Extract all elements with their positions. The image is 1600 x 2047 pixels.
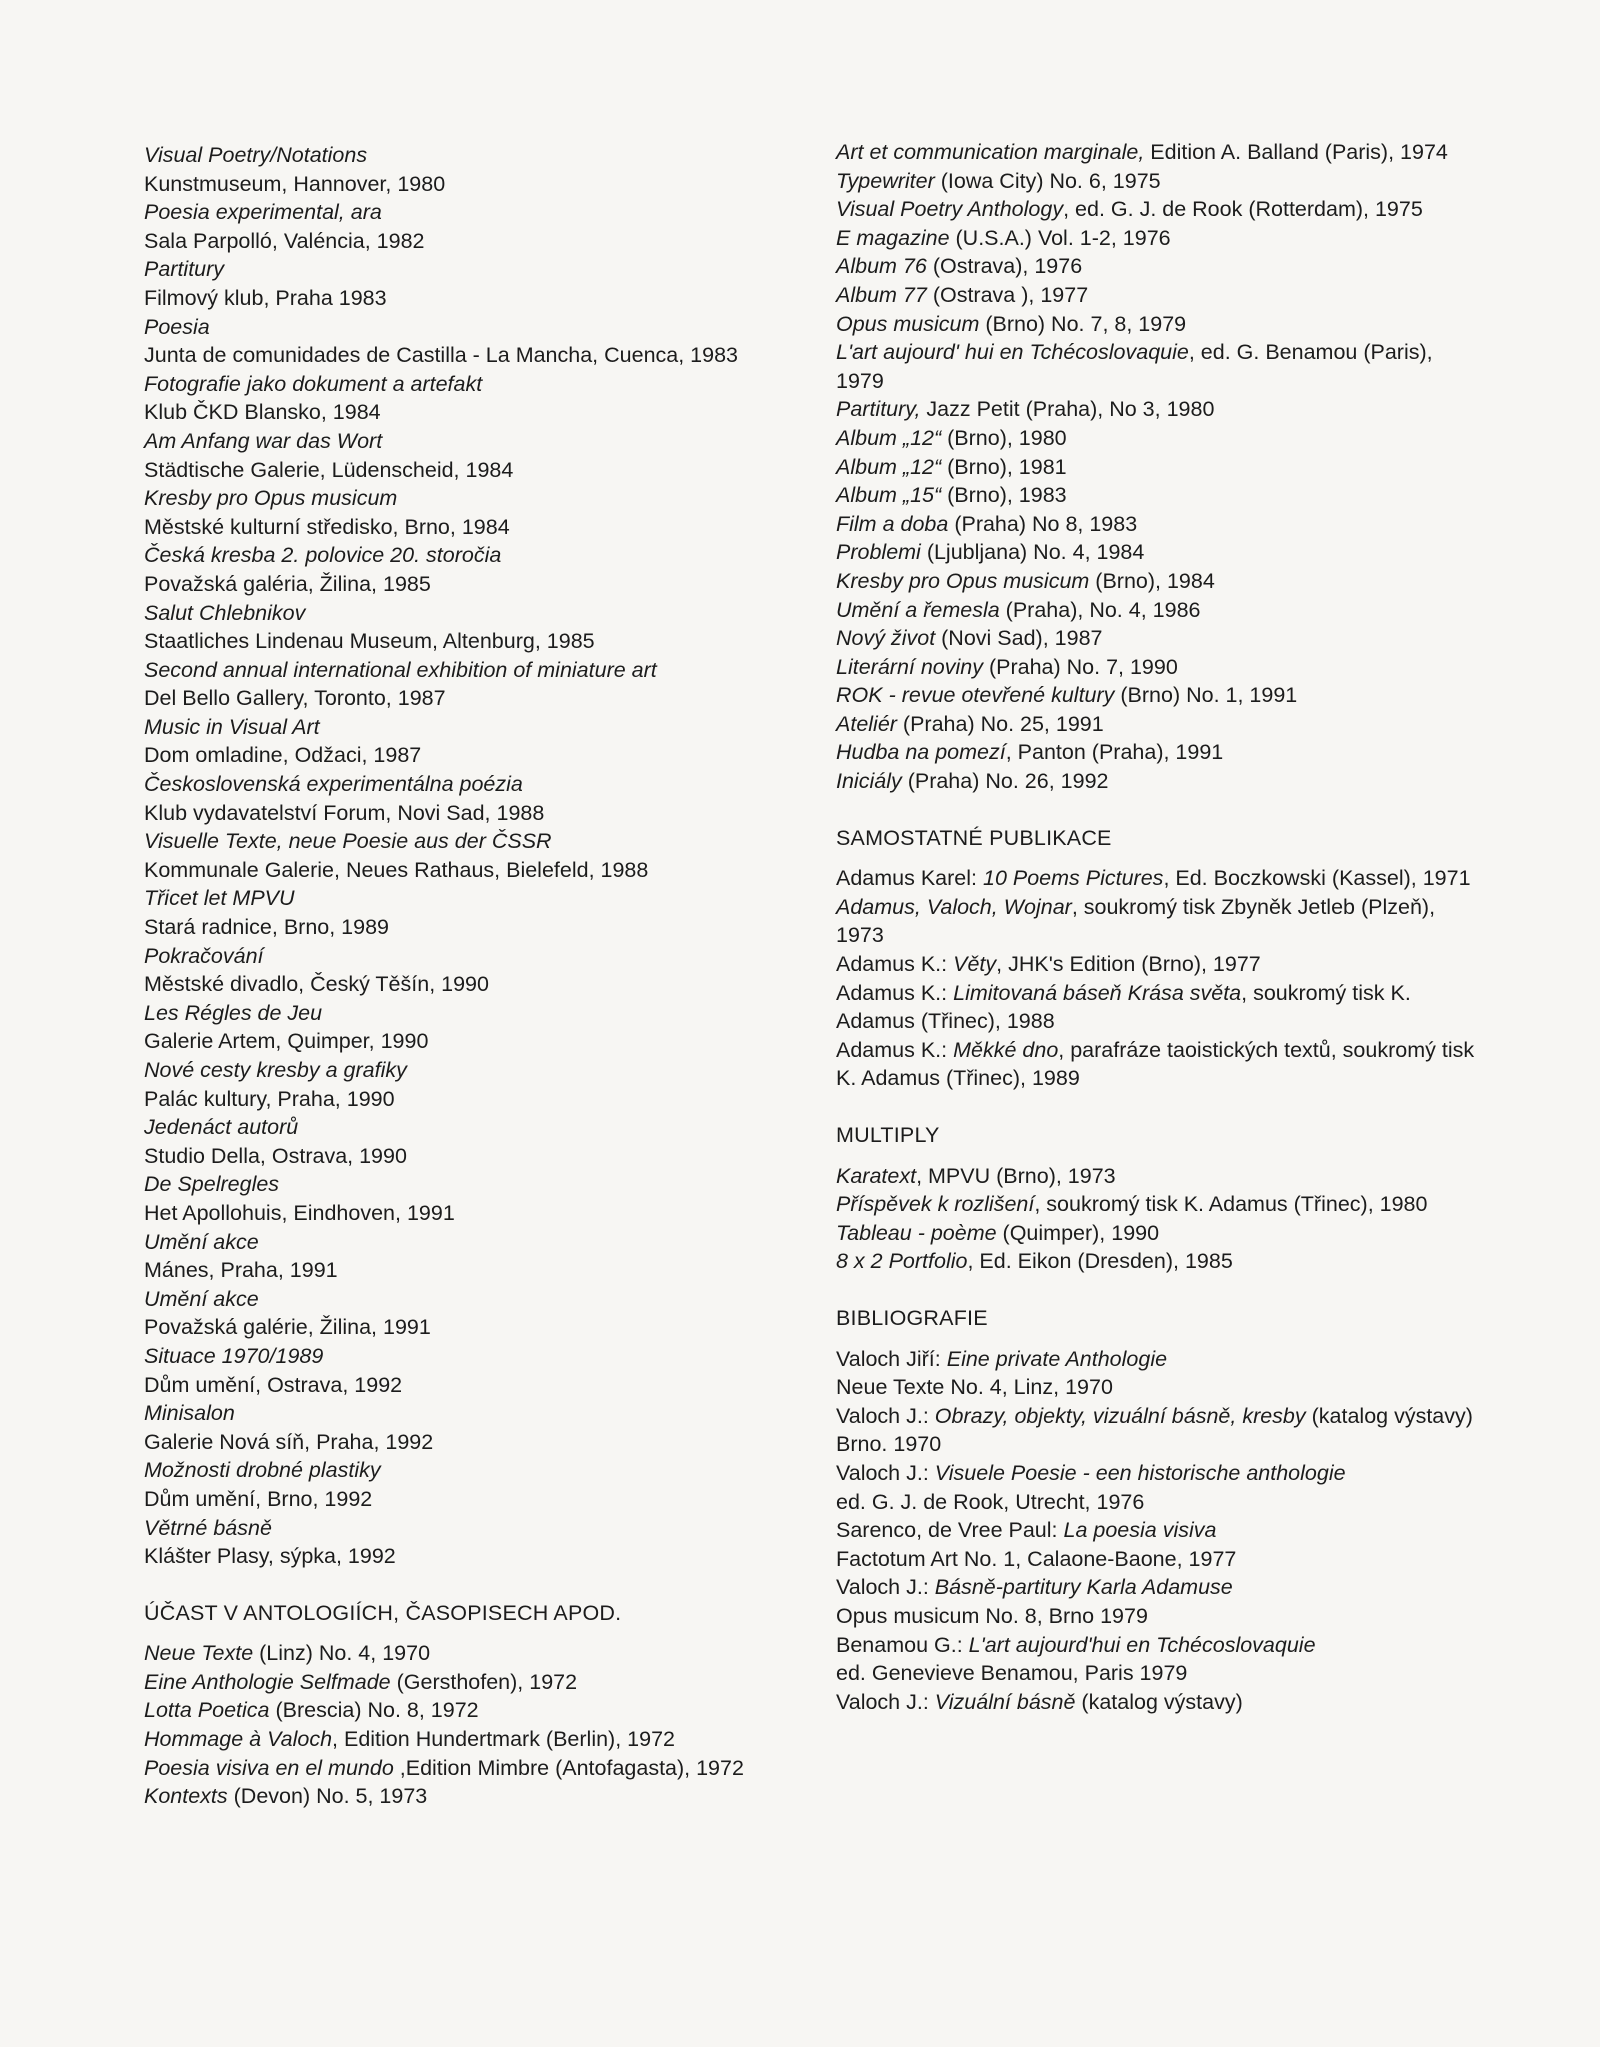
anthology-entry	[144, 1696, 774, 1725]
entry-author: Adamus K.:	[836, 1037, 954, 1062]
entry-author: Valoch Jiří:	[836, 1346, 947, 1371]
entry-details: (katalog výstavy)	[1075, 1689, 1243, 1714]
entry-title: E magazine	[836, 225, 950, 250]
anthology-entry	[836, 167, 1476, 196]
entry-title: Album „12“	[836, 454, 942, 479]
bibliography-entry	[836, 1573, 1476, 1602]
anthology-entry	[836, 596, 1476, 625]
bibliography-entry	[836, 1488, 1476, 1517]
entry-title: Eine private Anthologie	[946, 1346, 1168, 1371]
entry-title: Obrazy, objekty, vizuální básně, kresby	[934, 1403, 1306, 1428]
entry-title: ROK - revue otevřené kultury	[836, 683, 1115, 708]
exhibition-place: Považská galéria, Žilina, 1985	[144, 571, 431, 596]
entry-details: (Devon) No. 5, 1973	[227, 1784, 428, 1809]
bibliography-entry	[836, 1602, 1476, 1631]
exhibition-place: Dom omladine, Odžaci, 1987	[144, 743, 422, 768]
anthology-entry	[144, 1639, 774, 1668]
multiply-entry	[836, 1219, 1476, 1248]
entry-title: Album 76	[836, 254, 927, 279]
exhibition-title: Větrné básně	[144, 1515, 272, 1540]
anthology-entry	[836, 424, 1476, 453]
entry-details: (Praha), No. 4, 1986	[999, 597, 1201, 622]
anthology-entry	[144, 1754, 774, 1783]
entry-title: Adamus, Valoch, Wojnar	[836, 894, 1072, 919]
entry-details: (katalog výstavy)	[1305, 1403, 1473, 1428]
entry-title: Nový život	[836, 626, 936, 651]
entry-details: (Brno) No. 7, 8, 1979	[979, 311, 1187, 336]
entry-details: , soukromý tisk K. Adamus (Třinec), 1988	[836, 980, 1411, 1034]
exhibition-place: Junta de comunidades de Castilla - La Mancha, Cuenca, 1983	[144, 343, 739, 368]
exhibition-title: De Spelregles	[144, 1172, 280, 1197]
exhibition-place: Klub vydavatelství Forum, Novi Sad, 1988	[144, 800, 545, 825]
multiply-section	[836, 1121, 1476, 1276]
exhibition-title: Poesia	[144, 314, 210, 339]
entry-author: Benamou G.:	[836, 1632, 969, 1657]
entry-title: Ateliér	[836, 711, 897, 736]
entry-title: Kresby pro Opus musicum	[836, 568, 1090, 593]
entry-author: Adamus K.:	[836, 952, 954, 977]
bibliography-entry	[836, 1430, 1476, 1459]
multiply-list	[836, 1162, 1476, 1276]
publications-section	[836, 824, 1476, 1093]
exhibition-place: Studio Della, Ostrava, 1990	[144, 1143, 407, 1168]
entry-title: Visuele Poesie - een historische anthologie	[934, 1460, 1346, 1485]
entry-details: , JHK's Edition (Brno), 1977	[996, 952, 1261, 977]
exhibition-title: Možnosti drobné plastiky	[144, 1458, 381, 1483]
entry-title: Tableau - poème	[836, 1220, 997, 1245]
entry-details: (Novi Sad), 1987	[935, 626, 1103, 651]
anthology-entry	[144, 1725, 774, 1754]
entry-details: , soukromý tisk K. Adamus (Třinec), 1980	[1034, 1192, 1428, 1217]
entry-author: Brno. 1970	[836, 1432, 942, 1457]
exhibition-place: Stará radnice, Brno, 1989	[144, 915, 390, 940]
exhibition-title: Třicet let MPVU	[144, 886, 295, 911]
entry-author: Sarenco, de Vree Paul:	[836, 1518, 1064, 1543]
bibliography-entry	[836, 1545, 1476, 1574]
multiply-entry	[836, 1247, 1476, 1276]
exhibition-title: Visual Poetry/Notations	[144, 143, 368, 167]
entry-title: Visual Poetry Anthology	[836, 197, 1064, 222]
anthology-entry	[836, 224, 1476, 253]
anthologies-list-left	[144, 1639, 774, 1811]
entry-title: Problemi	[836, 540, 921, 565]
exhibition-place: Städtische Galerie, Lüdenscheid, 1984	[144, 457, 514, 482]
anthology-entry	[836, 395, 1476, 424]
anthology-entry	[836, 710, 1476, 739]
bibliography-heading: BIBLIOGRAFIE	[836, 1305, 988, 1330]
entry-title: Lotta Poetica	[144, 1698, 270, 1723]
exhibition-title: Les Régles de Jeu	[144, 1000, 323, 1025]
exhibition-title: Fotografie jako dokument a artefakt	[144, 371, 483, 396]
anthologies-heading: ÚČAST V ANTOLOGIÍCH, ČASOPISECH APOD.	[144, 1600, 622, 1625]
anthology-entry	[836, 138, 1476, 167]
entry-title: Měkké dno	[953, 1037, 1059, 1062]
exhibition-title: Partitury	[144, 257, 225, 282]
exhibition-title: Poesia experimental, ara	[144, 200, 382, 225]
entry-details: , soukromý tisk Zbyněk Jetleb (Plzeň), 1973	[836, 894, 1436, 948]
entry-author: Factotum Art No. 1, Calaone-Baone, 1977	[836, 1546, 1237, 1571]
bibliography-entry	[836, 1631, 1476, 1660]
entry-author: Valoch J.:	[836, 1460, 935, 1485]
bibliography-section	[836, 1304, 1476, 1716]
anthology-entry	[836, 195, 1476, 224]
entry-details: (Brno), 1980	[941, 425, 1067, 450]
anthology-entry	[144, 1668, 774, 1697]
entry-author: ed. G. J. de Rook, Utrecht, 1976	[836, 1489, 1145, 1514]
publication-entry	[836, 893, 1476, 950]
anthology-entry	[836, 653, 1476, 682]
entry-details: (Gersthofen), 1972	[390, 1669, 578, 1694]
entry-details: Jazz Petit (Praha), No 3, 1980	[920, 397, 1215, 422]
exhibition-place: Sala Parpolló, Valéncia, 1982	[144, 228, 425, 253]
exhibition-place: Městské kulturní středisko, Brno, 1984	[144, 514, 510, 539]
entry-details: , MPVU (Brno), 1973	[916, 1163, 1116, 1188]
exhibition-place: Galerie Nová síň, Praha, 1992	[144, 1429, 434, 1454]
entry-title: Poesia visiva en el mundo	[144, 1755, 394, 1780]
entry-title: L'art aujourd' hui en Tchécoslovaquie	[836, 340, 1189, 365]
exhibition-title: Pokračování	[144, 943, 264, 968]
anthology-entry	[836, 453, 1476, 482]
entry-title: Art et communication marginale,	[836, 140, 1145, 164]
entry-details: , ed. G. Benamou (Paris), 1979	[836, 340, 1433, 393]
exhibition-title: Umění akce	[144, 1229, 259, 1254]
exhibition-place: Dům umění, Ostrava, 1992	[144, 1372, 403, 1397]
entry-details: (Quimper), 1990	[996, 1220, 1160, 1245]
entry-details: , Ed. Boczkowski (Kassel), 1971	[1163, 866, 1471, 891]
entry-title: Iniciály	[836, 769, 902, 794]
publications-heading: SAMOSTATNÉ PUBLIKACE	[836, 825, 1112, 850]
anthology-entry	[836, 281, 1476, 310]
entry-title: La poesia visiva	[1063, 1518, 1217, 1543]
exhibition-title: Minisalon	[144, 1401, 235, 1426]
entry-title: Opus musicum	[836, 311, 980, 336]
exhibition-title: Umění akce	[144, 1286, 259, 1311]
exhibitions-list	[144, 141, 774, 1571]
entry-author: Valoch J.:	[836, 1689, 935, 1714]
bibliography-entry	[836, 1688, 1476, 1717]
entry-title: Partitury,	[836, 397, 921, 422]
publication-entry	[836, 979, 1476, 1036]
entry-details: (Praha) No. 26, 1992	[901, 769, 1109, 794]
anthology-entry	[836, 567, 1476, 596]
right-column	[836, 138, 1476, 1716]
exhibition-place: Kunstmuseum, Hannover, 1980	[144, 171, 446, 196]
entry-details: (Praha) No. 7, 1990	[983, 654, 1178, 679]
anthologies-section	[144, 1599, 774, 1811]
exhibition-place: Galerie Artem, Quimper, 1990	[144, 1029, 429, 1054]
entry-details: (Brescia) No. 8, 1972	[269, 1698, 479, 1723]
entry-details: (Brno), 1981	[941, 454, 1067, 479]
entry-title: Příspěvek k rozlišení	[836, 1192, 1035, 1217]
entry-title: Umění a řemesla	[836, 597, 1000, 622]
anthology-entry	[836, 481, 1476, 510]
exhibition-title: Jedenáct autorů	[144, 1115, 299, 1140]
exhibition-place: Staatliches Lindenau Museum, Altenburg, 1985	[144, 629, 595, 654]
entry-author: Valoch J.:	[836, 1403, 935, 1428]
entry-details: (Brno) No. 1, 1991	[1114, 683, 1298, 708]
anthology-entry	[836, 252, 1476, 281]
exhibition-title: Visuelle Texte, neue Poesie aus der ČSSR	[144, 829, 552, 854]
multiply-heading: MULTIPLY	[836, 1123, 940, 1147]
exhibition-place: Mánes, Praha, 1991	[144, 1258, 338, 1283]
entry-title: Limitovaná báseň Krása světa	[953, 980, 1242, 1005]
entry-details: , Ed. Eikon (Dresden), 1985	[967, 1249, 1233, 1274]
anthology-entry	[836, 681, 1476, 710]
entry-title: Věty	[953, 952, 997, 977]
entry-title: Karatext	[836, 1163, 917, 1188]
entry-details: (Ostrava ), 1977	[926, 282, 1089, 307]
anthology-entry	[144, 1782, 774, 1811]
entry-title: Film a doba	[836, 511, 949, 536]
anthologies-list-right	[836, 138, 1476, 796]
anthology-entry	[836, 310, 1476, 339]
exhibition-title: Česká kresba 2. polovice 20. storočia	[144, 543, 502, 568]
entry-details: (Praha) No 8, 1983	[948, 511, 1138, 536]
exhibition-title: Československá experimentálna poézia	[144, 772, 523, 797]
entry-author: Valoch J.:	[836, 1575, 935, 1600]
exhibition-place: Del Bello Gallery, Toronto, 1987	[144, 686, 446, 711]
exhibition-title: Am Anfang war das Wort	[144, 428, 383, 453]
bibliography-entry	[836, 1459, 1476, 1488]
exhibition-title: Nové cesty kresby a grafiky	[144, 1058, 407, 1082]
exhibition-title: Kresby pro Opus musicum	[144, 486, 398, 511]
entry-details: , Edition Hundertmark (Berlin), 1972	[332, 1727, 675, 1752]
exhibition-place: Městské divadlo, Český Těšín, 1990	[144, 972, 489, 997]
publication-entry	[836, 864, 1476, 893]
entry-title: Kontexts	[144, 1784, 228, 1809]
anthology-entry	[836, 738, 1476, 767]
publication-entry	[836, 1036, 1476, 1093]
entry-details: Edition A. Balland (Paris), 1974	[1144, 140, 1448, 164]
entry-details: (U.S.A.) Vol. 1-2, 1976	[949, 225, 1171, 250]
entry-details: , ed. G. J. de Rook (Rotterdam), 1975	[1063, 197, 1423, 222]
entry-title: Literární noviny	[836, 654, 983, 679]
entry-title: Hommage à Valoch	[144, 1727, 333, 1752]
entry-title: Typewriter	[836, 168, 935, 193]
bibliography-entry	[836, 1659, 1476, 1688]
entry-details: (Iowa City) No. 6, 1975	[934, 168, 1161, 193]
exhibition-place: Palác kultury, Praha, 1990	[144, 1086, 395, 1111]
entry-author: ed. Genevieve Benamou, Paris 1979	[836, 1661, 1188, 1686]
entry-details: (Brno), 1984	[1089, 568, 1215, 593]
bibliography-entry	[836, 1345, 1476, 1374]
anthology-entry	[836, 338, 1476, 395]
entry-title: Album „15“	[836, 483, 942, 508]
anthology-entry	[836, 624, 1476, 653]
exhibition-title: Situace 1970/1989	[144, 1343, 324, 1368]
entry-details: (Ljubljana) No. 4, 1984	[920, 540, 1145, 565]
entry-title: 10 Poems Pictures	[982, 866, 1164, 891]
entry-author: Neue Texte No. 4, Linz, 1970	[836, 1375, 1113, 1400]
exhibition-place: Považská galérie, Žilina, 1991	[144, 1315, 431, 1340]
entry-details: (Praha) No. 25, 1991	[896, 711, 1104, 736]
entry-title: Album 77	[836, 282, 927, 307]
anthology-entry	[836, 767, 1476, 796]
entry-title: Vizuální básně	[934, 1689, 1076, 1714]
left-column	[144, 141, 774, 1811]
entry-title: Eine Anthologie Selfmade	[144, 1669, 391, 1694]
bibliography-entry	[836, 1373, 1476, 1402]
entry-title: L'art aujourd'hui en Tchécoslovaquie	[968, 1632, 1316, 1657]
multiply-entry	[836, 1162, 1476, 1191]
entry-title: 8 x 2 Portfolio	[836, 1249, 968, 1274]
entry-title: Hudba na pomezí	[836, 740, 1006, 765]
entry-details: , parafráze taoistických textů, soukromý tisk K. Adamus (Třinec), 1989	[836, 1037, 1475, 1091]
multiply-entry	[836, 1190, 1476, 1219]
publication-entry	[836, 950, 1476, 979]
entry-title: Neue Texte	[144, 1641, 254, 1666]
entry-title: Album „12“	[836, 425, 942, 450]
exhibition-place: Dům umění, Brno, 1992	[144, 1486, 373, 1511]
entry-title: Básně-partitury Karla Adamuse	[934, 1575, 1233, 1600]
entry-details: ,Edition Mimbre (Antofagasta), 1972	[393, 1755, 744, 1780]
bibliography-entry	[836, 1402, 1476, 1431]
publications-list	[836, 864, 1476, 1093]
entry-details: (Ostrava), 1976	[926, 254, 1083, 279]
exhibition-place: Kommunale Galerie, Neues Rathaus, Bielefeld, 1988	[144, 857, 649, 882]
exhibition-title: Second annual international exhibition of miniature art	[144, 657, 657, 682]
bibliography-list	[836, 1345, 1476, 1717]
exhibition-place: Filmový klub, Praha 1983	[144, 285, 387, 310]
entry-details: (Brno), 1983	[941, 483, 1067, 508]
entry-author: Adamus K.:	[836, 980, 954, 1005]
exhibition-title: Salut Chlebnikov	[144, 600, 306, 625]
exhibition-place: Klášter Plasy, sýpka, 1992	[144, 1544, 396, 1569]
exhibition-title: Music in Visual Art	[144, 714, 320, 739]
exhibition-place: Klub ČKD Blansko, 1984	[144, 400, 381, 425]
exhibition-place: Het Apollohuis, Eindhoven, 1991	[144, 1200, 455, 1225]
entry-author: Adamus Karel:	[836, 866, 983, 891]
entry-details: (Linz) No. 4, 1970	[253, 1641, 431, 1666]
anthology-entry	[836, 538, 1476, 567]
anthology-entry	[836, 510, 1476, 539]
entry-author: Opus musicum No. 8, Brno 1979	[836, 1603, 1148, 1628]
bibliography-entry	[836, 1516, 1476, 1545]
entry-details: , Panton (Praha), 1991	[1005, 740, 1224, 765]
